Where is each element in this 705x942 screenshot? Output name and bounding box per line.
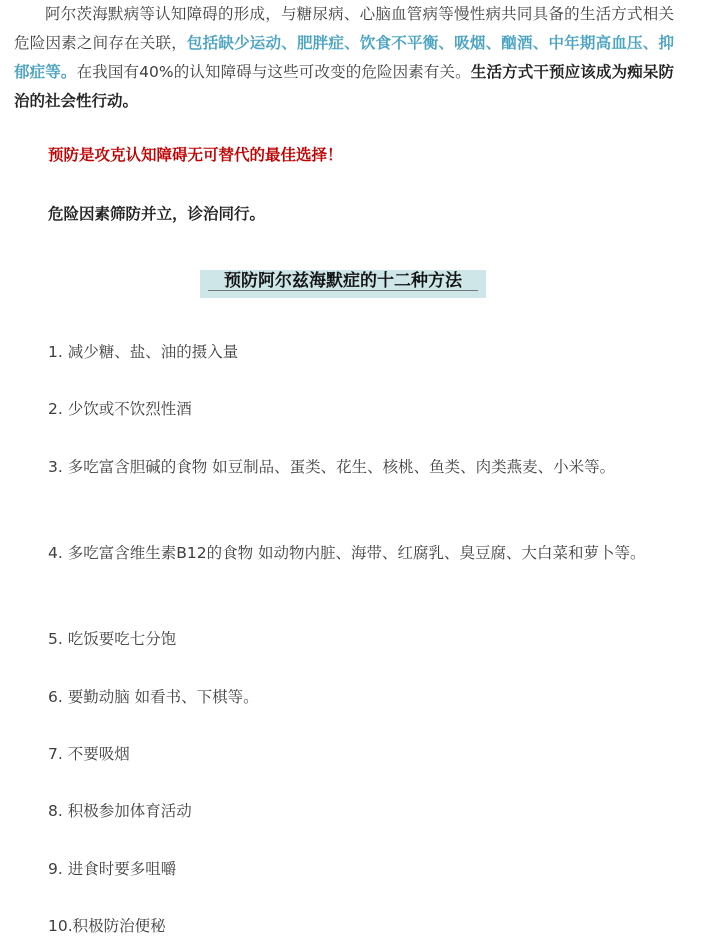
section-title: 预防阿尔兹海默症的十二种方法 <box>224 271 462 291</box>
list-item: 9. 进食时要多咀嚼 <box>48 860 177 878</box>
list-item: 3. 多吃富含胆碱的食物 如豆制品、蛋类、花生、核桃、鱼类、肉类燕麦、小米等。 <box>48 458 616 476</box>
list-item: 1. 减少糖、盐、油的摄入量 <box>48 343 239 361</box>
intro-text: 阿尔茨海默病等认知障碍的形成，与糖尿病、心脑血管病等慢性病共同具备的生活方式相关危险因素之间存在关联， <box>14 5 674 52</box>
list-item: 6. 要勤动脑 如看书、下棋等。 <box>48 688 259 706</box>
list-item: 8. 积极参加体育活动 <box>48 802 192 820</box>
risk-factors-highlight: 包括缺少运动、肥胖症、饮食不平衡、吸烟、酗酒、中年期高血压、抑郁症等。 <box>14 34 674 81</box>
list-item: 7. 不要吸烟 <box>48 745 130 763</box>
intro-statistic: 在我国有40%的认知障碍与这些可改变的危险因素有关。 <box>76 63 471 81</box>
list-item: 10.积极防治便秘 <box>48 917 166 935</box>
list-item: 4. 多吃富含维生素B12的食物 如动物内脏、海带、红腐乳、臭豆腐、大白菜和萝卜等。 <box>48 544 646 562</box>
emphasis-line: 预防是攻克认知障碍无可替代的最佳选择！ <box>48 146 343 164</box>
list-item: 5. 吃饭要吃七分饱 <box>48 630 177 648</box>
section-heading <box>200 264 486 298</box>
list-item: 2. 少饮或不饮烈性酒 <box>48 400 192 418</box>
intro-conclusion: 生活方式干预应该成为痴呆防治的社会性行动。 <box>14 63 674 110</box>
intro-paragraph <box>14 0 674 116</box>
subtitle-line: 危险因素筛防并立，诊治同行。 <box>48 205 266 223</box>
